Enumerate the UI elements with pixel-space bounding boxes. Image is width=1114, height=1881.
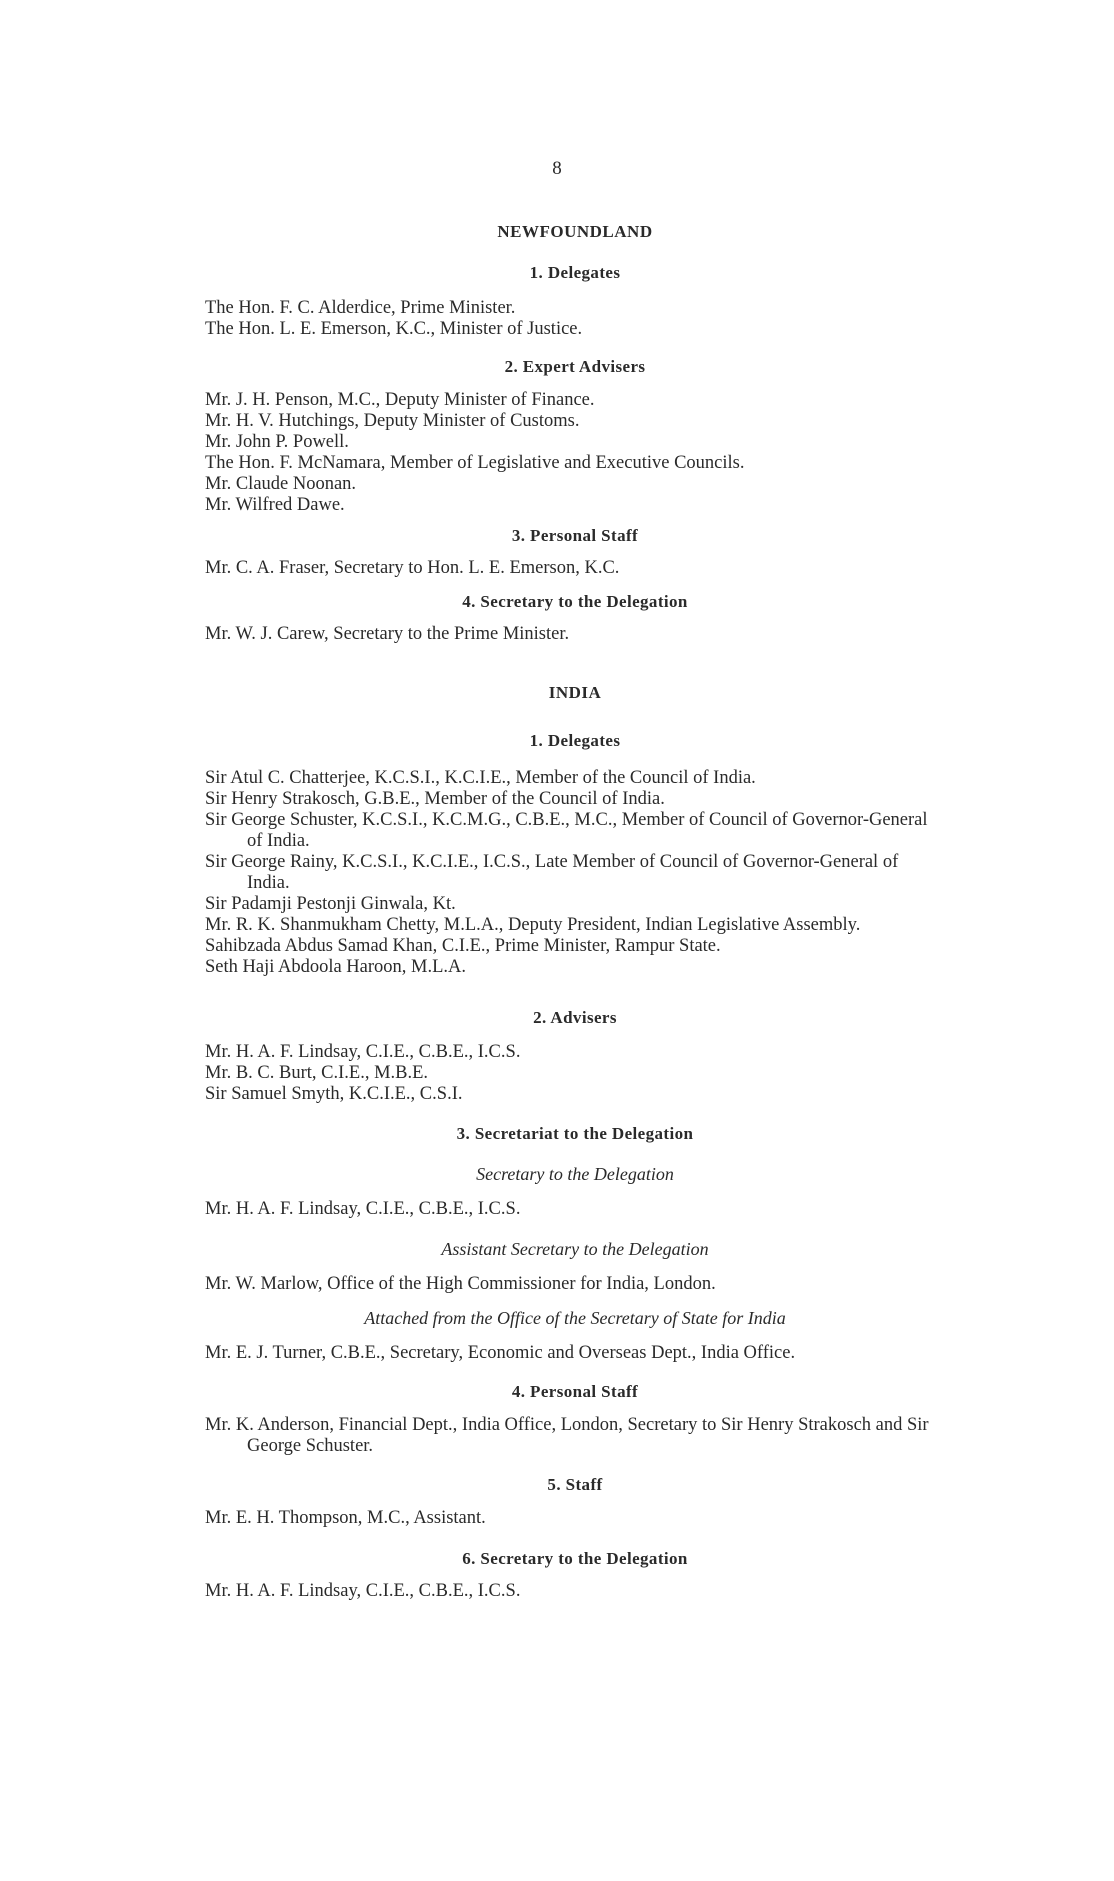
in-secretary — [205, 1549, 945, 1569]
list-item: The Hon. F. C. Alderdice, Prime Minister. — [205, 298, 516, 318]
list-item: Mr. H. V. Hutchings, Deputy Minister of Customs. — [205, 411, 580, 431]
country-title-newfoundland: NEWFOUNDLAND — [497, 222, 653, 241]
in-secretariat-entry2 — [205, 1274, 945, 1295]
in-secretariat-sub1 — [205, 1164, 945, 1185]
section-india — [205, 683, 945, 703]
in-personal-staff — [205, 1382, 945, 1402]
in-secretariat-entry1 — [205, 1199, 945, 1220]
list-item: Mr. H. A. F. Lindsay, C.I.E., C.B.E., I.C.S. — [205, 1042, 521, 1062]
list-item: Sahibzada Abdus Samad Khan, C.I.E., Prime Minister, Rampur State. — [205, 936, 721, 956]
list-item: Mr. C. A. Fraser, Secretary to Hon. L. E. Emerson, K.C. — [205, 558, 620, 578]
list-item: The Hon. L. E. Emerson, K.C., Minister of Justice. — [205, 319, 583, 339]
in-secretary-list — [205, 1581, 945, 1602]
list-item: Mr. Claude Noonan. — [205, 474, 357, 494]
list-item: Sir Atul C. Chatterjee, K.C.S.I., K.C.I.E., Member of the Council of India. — [205, 768, 756, 788]
section-heading: 6. Secretary to the Delegation — [462, 1549, 688, 1568]
in-secretariat-sub3 — [205, 1308, 945, 1329]
list-item: Sir Padamji Pestonji Ginwala, Kt. — [205, 894, 456, 914]
nf-secretary — [205, 592, 945, 612]
in-delegates-list — [205, 768, 945, 978]
in-delegates — [205, 731, 945, 751]
list-item: Sir Samuel Smyth, K.C.I.E., C.S.I. — [205, 1084, 463, 1104]
list-item: Mr. H. A. F. Lindsay, C.I.E., C.B.E., I.C.S. — [205, 1199, 521, 1219]
section-heading: 1. Delegates — [529, 731, 621, 750]
nf-secretary-list — [205, 624, 945, 645]
list-item: Seth Haji Abdoola Haroon, M.L.A. — [205, 957, 467, 977]
subheading: Assistant Secretary to the Delegation — [441, 1239, 709, 1259]
list-item: Sir George Schuster, K.C.S.I., K.C.M.G., C.B.E., M.C., Member of Council of Governor-General of India. — [205, 810, 928, 851]
section-heading: 3. Personal Staff — [511, 526, 639, 545]
list-item: Mr. J. H. Penson, M.C., Deputy Minister of Finance. — [205, 390, 595, 410]
nf-expert-advisers-list — [205, 390, 945, 516]
in-secretariat-sub2 — [205, 1239, 945, 1260]
nf-delegates — [205, 263, 945, 283]
page-number: 8 — [552, 158, 562, 179]
list-item: Sir George Rainy, K.C.S.I., K.C.I.E., I.C.S., Late Member of Council of Governor-General of India. — [205, 852, 899, 893]
list-item: Mr. John P. Powell. — [205, 432, 349, 452]
section-heading: 5. Staff — [547, 1475, 603, 1494]
in-staff-list — [205, 1508, 945, 1529]
section-heading: 2. Expert Advisers — [504, 357, 646, 376]
list-item: Mr. E. H. Thompson, M.C., Assistant. — [205, 1508, 486, 1528]
list-item: The Hon. F. McNamara, Member of Legislative and Executive Councils. — [205, 453, 745, 473]
list-item: Mr. K. Anderson, Financial Dept., India Office, London, Secretary to Sir Henry Strakosch and Sir George Schuster. — [205, 1415, 929, 1456]
in-personal-staff-list — [205, 1415, 945, 1457]
list-item: Mr. W. J. Carew, Secretary to the Prime Minister. — [205, 624, 570, 644]
in-secretariat-entry3 — [205, 1343, 945, 1364]
nf-personal-staff — [205, 526, 945, 546]
list-item: Mr. W. Marlow, Office of the High Commissioner for India, London. — [205, 1274, 716, 1294]
section-heading: 1. Delegates — [529, 263, 621, 282]
nf-expert-advisers — [205, 357, 945, 377]
list-item: Sir Henry Strakosch, G.B.E., Member of the Council of India. — [205, 789, 665, 809]
section-heading: 4. Secretary to the Delegation — [462, 592, 688, 611]
in-secretariat — [205, 1124, 945, 1144]
nf-delegates-list — [205, 298, 945, 340]
subheading: Attached from the Office of the Secretary of State for India — [364, 1308, 786, 1328]
nf-personal-staff-list — [205, 558, 945, 579]
section-heading: 2. Advisers — [533, 1008, 617, 1027]
section-newfoundland — [205, 222, 945, 242]
list-item: Mr. B. C. Burt, C.I.E., M.B.E. — [205, 1063, 429, 1083]
in-staff — [205, 1475, 945, 1495]
subheading: Secretary to the Delegation — [476, 1164, 674, 1184]
list-item: Mr. R. K. Shanmukham Chetty, M.L.A., Deputy President, Indian Legislative Assembly. — [205, 915, 861, 935]
country-title-india: INDIA — [548, 683, 602, 702]
section-heading: 4. Personal Staff — [511, 1382, 639, 1401]
in-advisers — [205, 1008, 945, 1028]
list-item: Mr. Wilfred Dawe. — [205, 495, 345, 515]
in-advisers-list — [205, 1042, 945, 1105]
list-item: Mr. E. J. Turner, C.B.E., Secretary, Economic and Overseas Dept., India Office. — [205, 1343, 796, 1363]
section-heading: 3. Secretariat to the Delegation — [456, 1124, 694, 1143]
list-item: Mr. H. A. F. Lindsay, C.I.E., C.B.E., I.C.S. — [205, 1581, 521, 1601]
